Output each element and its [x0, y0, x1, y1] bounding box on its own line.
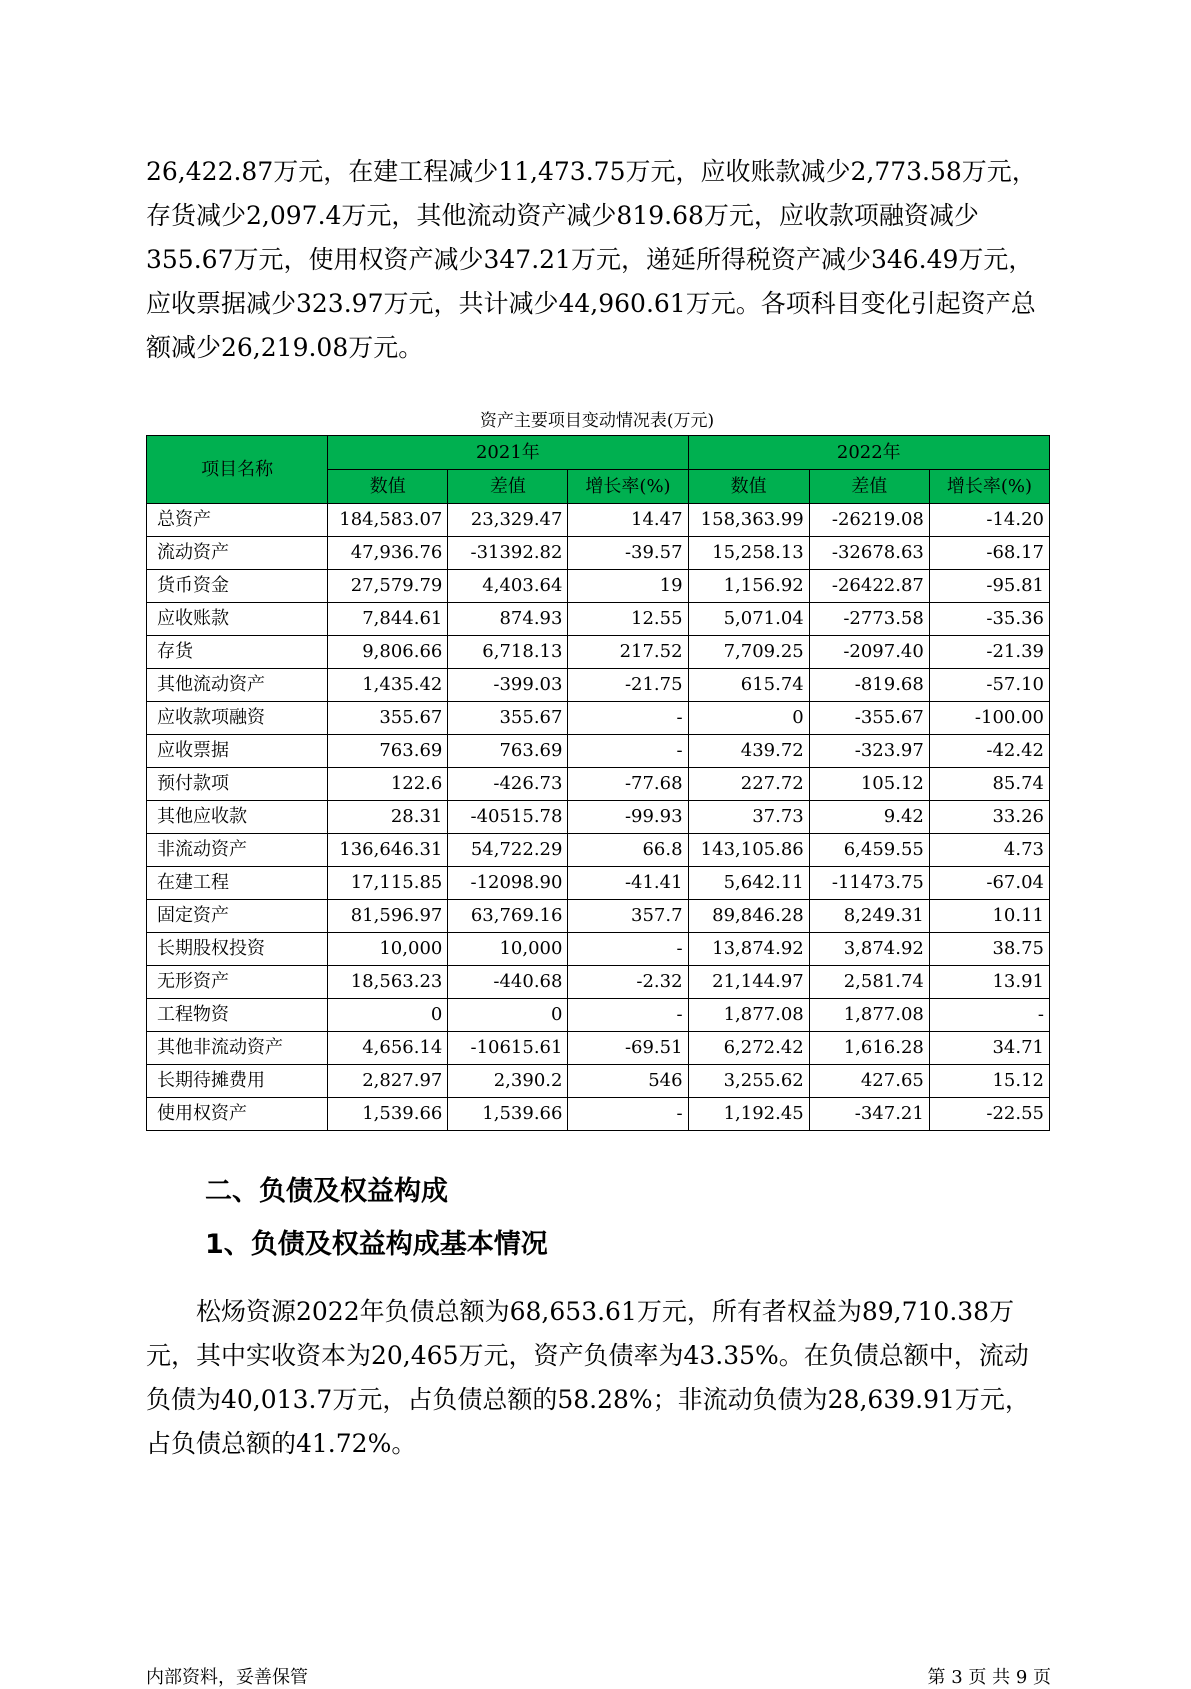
header-2021-growth: 增长率(%) [568, 470, 688, 504]
header-2022-growth: 增长率(%) [929, 470, 1049, 504]
table-cell: 136,646.31 [328, 834, 448, 867]
table-cell: -39.57 [568, 537, 688, 570]
table-cell: 439.72 [688, 735, 809, 768]
table-cell: -21.39 [929, 636, 1049, 669]
table-cell: -21.75 [568, 669, 688, 702]
row-label: 应收款项融资 [147, 702, 328, 735]
table-cell: -399.03 [448, 669, 568, 702]
table-cell: -26219.08 [809, 504, 929, 537]
table-cell: 12.55 [568, 603, 688, 636]
table-cell: -10615.61 [448, 1032, 568, 1065]
table-cell: 6,718.13 [448, 636, 568, 669]
footer-page-number: 第 3 页 共 9 页 [927, 1667, 1051, 1688]
table-cell: -41.41 [568, 867, 688, 900]
table-caption: 资产主要项目变动情况表(万元) [479, 411, 715, 431]
row-label: 固定资产 [147, 900, 328, 933]
table-cell: - [568, 702, 688, 735]
header-2021-value: 数值 [328, 470, 448, 504]
table-cell: -32678.63 [809, 537, 929, 570]
table-row [147, 735, 1050, 768]
row-label: 存货 [147, 636, 328, 669]
table-cell: 63,769.16 [448, 900, 568, 933]
table-cell: 2,827.97 [328, 1065, 448, 1098]
table-cell: -68.17 [929, 537, 1049, 570]
row-label: 工程物资 [147, 999, 328, 1032]
table-cell: -2773.58 [809, 603, 929, 636]
table-cell: 6,272.42 [688, 1032, 809, 1065]
table-cell: 217.52 [568, 636, 688, 669]
table-cell: 38.75 [929, 933, 1049, 966]
header-2022-value: 数值 [688, 470, 809, 504]
row-label: 流动资产 [147, 537, 328, 570]
table-cell: 0 [688, 702, 809, 735]
row-label: 货币资金 [147, 570, 328, 603]
table-cell: 13.91 [929, 966, 1049, 999]
table-row [147, 537, 1050, 570]
table-cell: 1,539.66 [448, 1098, 568, 1131]
row-label: 非流动资产 [147, 834, 328, 867]
table-cell: -95.81 [929, 570, 1049, 603]
table-row [147, 1032, 1050, 1065]
table-row [147, 702, 1050, 735]
table-row [147, 504, 1050, 537]
table-row [147, 768, 1050, 801]
table-cell: 54,722.29 [448, 834, 568, 867]
table-cell: 357.7 [568, 900, 688, 933]
table-cell: 10.11 [929, 900, 1049, 933]
table-cell: 14.47 [568, 504, 688, 537]
row-label: 其他非流动资产 [147, 1032, 328, 1065]
table-cell: 143,105.86 [688, 834, 809, 867]
table-cell: -31392.82 [448, 537, 568, 570]
header-2022-diff: 差值 [809, 470, 929, 504]
table-cell: -2097.40 [809, 636, 929, 669]
table-cell: - [929, 999, 1049, 1032]
header-year-2022: 2022年 [688, 436, 1049, 470]
table-cell: 4,403.64 [448, 570, 568, 603]
table-cell: 47,936.76 [328, 537, 448, 570]
table-cell: - [568, 1098, 688, 1131]
table-cell: 9.42 [809, 801, 929, 834]
table-row [147, 1065, 1050, 1098]
assets-change-table [146, 435, 1050, 1131]
body-paragraph-top: 26,422.87万元，在建工程减少11,473.75万元，应收账款减少2,773.58万元，存货减少2,097.4万元，其他流动资产减少819.68万元，应收款项融资减少355.67万元，使用权资产减少347.21万元，递延所得税资产减少346.49万元，应收票据减少323.97万元，共计减少44,960.61万元。各项科目变化引起资产总额减少26,219.08万元。 [146, 157, 1037, 362]
table-cell: -40515.78 [448, 801, 568, 834]
table-row [147, 1098, 1050, 1131]
table-cell: 158,363.99 [688, 504, 809, 537]
table-cell: 33.26 [929, 801, 1049, 834]
table-cell: 0 [328, 999, 448, 1032]
header-year-2021: 2021年 [328, 436, 688, 470]
table-cell: 1,877.08 [809, 999, 929, 1032]
table-row [147, 867, 1050, 900]
table-cell: 355.67 [328, 702, 448, 735]
table-cell: 5,071.04 [688, 603, 809, 636]
header-item-name: 项目名称 [147, 436, 328, 504]
table-cell: -355.67 [809, 702, 929, 735]
table-body [147, 504, 1050, 1131]
table-cell: 27,579.79 [328, 570, 448, 603]
table-cell: -22.55 [929, 1098, 1049, 1131]
table-cell: -14.20 [929, 504, 1049, 537]
table-cell: 89,846.28 [688, 900, 809, 933]
table-cell: 15.12 [929, 1065, 1049, 1098]
row-label: 其他应收款 [147, 801, 328, 834]
table-cell: -57.10 [929, 669, 1049, 702]
table-cell: -69.51 [568, 1032, 688, 1065]
table-cell: 9,806.66 [328, 636, 448, 669]
table-cell: 17,115.85 [328, 867, 448, 900]
table-cell: 10,000 [448, 933, 568, 966]
row-label: 在建工程 [147, 867, 328, 900]
table-cell: 6,459.55 [809, 834, 929, 867]
section-heading: 二、负债及权益构成 [205, 1176, 448, 1207]
table-cell: 1,156.92 [688, 570, 809, 603]
table-row [147, 603, 1050, 636]
table-cell: 1,616.28 [809, 1032, 929, 1065]
table-cell: 874.93 [448, 603, 568, 636]
row-label: 无形资产 [147, 966, 328, 999]
table-cell: 81,596.97 [328, 900, 448, 933]
table-row [147, 834, 1050, 867]
header-2021-diff: 差值 [448, 470, 568, 504]
table-cell: 105.12 [809, 768, 929, 801]
table-cell: -42.42 [929, 735, 1049, 768]
table-cell: 7,844.61 [328, 603, 448, 636]
table-cell: 21,144.97 [688, 966, 809, 999]
table-cell: 2,581.74 [809, 966, 929, 999]
table-cell: -347.21 [809, 1098, 929, 1131]
table-cell: 10,000 [328, 933, 448, 966]
table-cell: -99.93 [568, 801, 688, 834]
table-cell: 1,877.08 [688, 999, 809, 1032]
row-label: 长期股权投资 [147, 933, 328, 966]
table-cell: 3,255.62 [688, 1065, 809, 1098]
table-cell: 1,435.42 [328, 669, 448, 702]
table-cell: 763.69 [328, 735, 448, 768]
table-cell: 37.73 [688, 801, 809, 834]
table-cell: - [568, 735, 688, 768]
table-cell: 546 [568, 1065, 688, 1098]
row-label: 使用权资产 [147, 1098, 328, 1131]
table-cell: -77.68 [568, 768, 688, 801]
table-cell: 66.8 [568, 834, 688, 867]
table-cell: 4,656.14 [328, 1032, 448, 1065]
table-row [147, 570, 1050, 603]
table-cell: - [568, 999, 688, 1032]
table-cell: -100.00 [929, 702, 1049, 735]
table-cell: 2,390.2 [448, 1065, 568, 1098]
table-cell: 28.31 [328, 801, 448, 834]
body-paragraph-bottom: 松炀资源2022年负债总额为68,653.61万元，所有者权益为89,710.38万元，其中实收资本为20,465万元，资产负债率为43.35%。在负债总额中，流动负债为40,013.7万元，占负债总额的58.28%；非流动负债为28,639.91万元，占负债总额的41.72%。 [146, 1297, 1030, 1458]
table-row [147, 933, 1050, 966]
table-cell: 23,329.47 [448, 504, 568, 537]
row-label: 预付款项 [147, 768, 328, 801]
table-cell: 0 [448, 999, 568, 1032]
table-cell: 15,258.13 [688, 537, 809, 570]
table-cell: 85.74 [929, 768, 1049, 801]
table-cell: -440.68 [448, 966, 568, 999]
table-cell: 184,583.07 [328, 504, 448, 537]
table-cell: 19 [568, 570, 688, 603]
table-cell: 355.67 [448, 702, 568, 735]
row-label: 长期待摊费用 [147, 1065, 328, 1098]
table-cell: -426.73 [448, 768, 568, 801]
table-cell: 1,192.45 [688, 1098, 809, 1131]
table-cell: -323.97 [809, 735, 929, 768]
table-row [147, 801, 1050, 834]
table-cell: 3,874.92 [809, 933, 929, 966]
table-cell: 4.73 [929, 834, 1049, 867]
table-cell: -11473.75 [809, 867, 929, 900]
row-label: 其他流动资产 [147, 669, 328, 702]
table-cell: -35.36 [929, 603, 1049, 636]
table-cell: 7,709.25 [688, 636, 809, 669]
table-row [147, 900, 1050, 933]
table-cell: -12098.90 [448, 867, 568, 900]
table-cell: 13,874.92 [688, 933, 809, 966]
row-label: 应收票据 [147, 735, 328, 768]
table-cell: - [568, 933, 688, 966]
table-cell: -67.04 [929, 867, 1049, 900]
table-cell: 763.69 [448, 735, 568, 768]
footer-confidential-note: 内部资料，妥善保管 [146, 1667, 308, 1688]
subsection-heading: 1、负债及权益构成基本情况 [205, 1229, 548, 1260]
table-cell: -2.32 [568, 966, 688, 999]
table-cell: 227.72 [688, 768, 809, 801]
table-row [147, 636, 1050, 669]
table-cell: 5,642.11 [688, 867, 809, 900]
table-cell: 427.65 [809, 1065, 929, 1098]
table-cell: 1,539.66 [328, 1098, 448, 1131]
table-cell: 18,563.23 [328, 966, 448, 999]
table-row [147, 999, 1050, 1032]
table-cell: 122.6 [328, 768, 448, 801]
table-cell: 8,249.31 [809, 900, 929, 933]
row-label: 总资产 [147, 504, 328, 537]
table-cell: 34.71 [929, 1032, 1049, 1065]
table-cell: 615.74 [688, 669, 809, 702]
table-cell: -26422.87 [809, 570, 929, 603]
row-label: 应收账款 [147, 603, 328, 636]
table-cell: -819.68 [809, 669, 929, 702]
table-row [147, 669, 1050, 702]
table-row [147, 966, 1050, 999]
